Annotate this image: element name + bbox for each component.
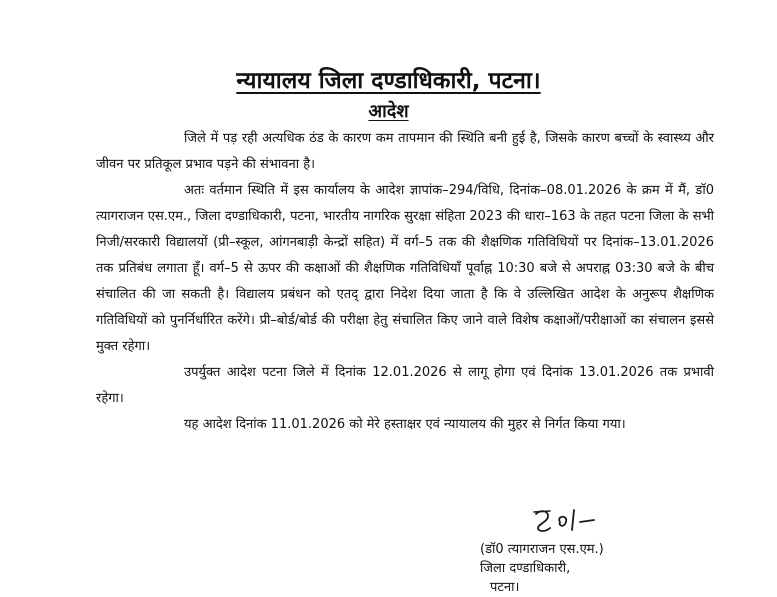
signatory-block bbox=[480, 540, 720, 597]
signatory-designation: जिला दण्डाधिकारी, bbox=[480, 561, 571, 576]
signatory-place: पटना। bbox=[490, 580, 520, 595]
paragraph-order-directive: अतः वर्तमान स्थिति में इस कार्यालय के आदेश ज्ञापांक–294/विधि, दिनांक–08.01.2026 के क्रम में मैं, डॉ0 त्यागराजन एस.एम., जिला दण्डाधिकारी, पटना, भारतीय नागरिक सुरक्षा संहिता 2023 की धारा–163 के तहत पटना जिला के सभी निजी/सरकारी विद्यालयों (प्री–स्कूल, आंगनबाड़ी केन्द्रों सहित) में वर्ग–5 तक की शैक्षणिक गतिविधियों पर दिनांक–13.01.2026 तक प्रतिबंध लगाता हूँ। वर्ग–5 से ऊपर की कक्षाओं की शैक्षणिक गतिविधियाँ पूर्वाह्न 10:30 बजे से अपराह्न 03:30 बजे के बीच संचालित की जा सकती है। विद्यालय प्रबंधन को एतद् द्वारा निदेश दिया जाता है कि वे उल्लिखित आदेश के अनुरूप शैक्षणिक गतिविधियों को पुनर्निर्धारित करेंगे। प्री–बोर्ड/बोर्ड की परीक्षा हेतु संचालित किए जाने वाले विशेष कक्षाओं/परीक्षाओं का संचालन इससे मुक्त रहेगा। bbox=[96, 183, 714, 354]
paragraph-issuance: यह आदेश दिनांक 11.01.2026 को मेरे हस्ताक्षर एवं न्यायालय की मुहर से निर्गत किया गया। bbox=[184, 417, 626, 432]
paragraph-cold-weather: जिले में पड़ रही अत्यधिक ठंड के कारण कम तापमान की स्थिति बनी हुई है, जिसके कारण बच्चों के स्वास्थ्य और जीवन पर प्रतिकूल प्रभाव पड़ने की संभावना है। bbox=[96, 131, 714, 172]
handwritten-signature bbox=[530, 504, 610, 538]
order-body bbox=[96, 126, 714, 438]
paragraph-effective-dates: उपर्युक्त आदेश पटना जिले में दिनांक 12.01.2026 से लागू होगा एवं दिनांक 13.01.2026 तक प्रभावी रहेगा। bbox=[96, 365, 714, 406]
signatory-name: (डॉ0 त्यागराजन एस.एम.) bbox=[480, 542, 604, 557]
order-label: आदेश bbox=[368, 101, 409, 122]
court-title: न्यायालय जिला दण्डाधिकारी, पटना। bbox=[236, 68, 541, 94]
